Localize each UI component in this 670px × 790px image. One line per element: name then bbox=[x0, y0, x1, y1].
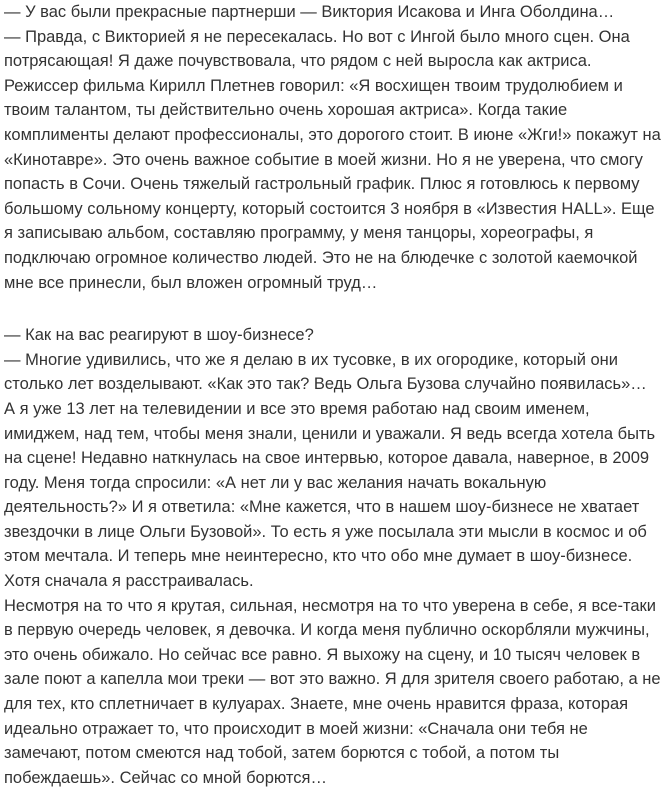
interviewer-question-2: — Как на вас реагируют в шоу-бизнесе? bbox=[4, 326, 314, 345]
interviewee-answer-2-continued: Несмотря на то что я крутая, сильная, несмотря на то что уверена в себе, я все-таки в первую очередь человек, я девочка. И когда меня публично оскорбляли мужчины, это очень обижало. Но сейчас все равно. Я выхожу на сцену, и 10 тысяч человек в зале поют а капелла мои треки — вот это важно. Я для зрителя своего работаю, а не для тех, кто сплетничает в кулуарах. Знаете, мне очень нравится фраза, которая идеально отражает то, что происходит в моей жизни: «Сначала они тебя не замечают, потом смеются над тобой, затем борются с тобой, а потом ты побеждаешь». Сейчас со мной борются… bbox=[4, 596, 661, 787]
interviewee-answer-2: — Многие удивились, что же я делаю в их тусовке, в их огородике, который они столько лет возделывают. «Как это так? Ведь Ольга Бузова случайно появилась»… А я уже 13 лет на телевидении и все это время работаю над своим именем, имиджем, над тем, чтобы меня знали, ценили и уважали. Я ведь всегда хотела быть на сцене! Недавно наткнулась на свое интервью, которое давала, наверное, в 2009 году. Меня тогда спросили: «А нет ли у вас желания начать вокальную деятельность?» И я ответила: «Мне кажется, что в нашем шоу-бизнесе не хватает звездочки в лице Ольги Бузовой». То есть я уже посылала эти мысли в космос и об этом мечтала. И теперь мне неинтересно, кто что обо мне думает в шоу-бизнесе. Хотя сначала я расстраивалась. bbox=[4, 350, 656, 591]
interviewee-answer-1: — Правда, с Викторией я не пересекалась. Но вот с Ингой было много сцен. Она потрясающая! Я даже почувствовала, что рядом с ней выросла как актриса. Режиссер фильма Кирилл Плетнев говорил: «Я восхищен твоим трудолюбием и твоим талантом, ты действительно очень хорошая актриса». Когда такие комплименты делают профессионалы, это дорогого стоит. В июне «Жги!» покажут на «Кинотавре». Это очень важное событие в моей жизни. Но я не уверена, что смогу попасть в Сочи. Очень тяжелый гастрольный график. Плюс я готовлюсь к первому большому сольному концерту, который состоится 3 ноября в «Известия HALL». Еще я записываю альбом, составляю программу, у меня танцоры, хореографы, я подключаю огромное количество людей. Это не на блюдечке с золотой каемочкой мне все принесли, был вложен огромный труд… bbox=[4, 27, 661, 292]
interviewer-question-1: — У вас были прекрасные партнерши — Виктория Исакова и Инга Оболдина… bbox=[4, 3, 615, 21]
